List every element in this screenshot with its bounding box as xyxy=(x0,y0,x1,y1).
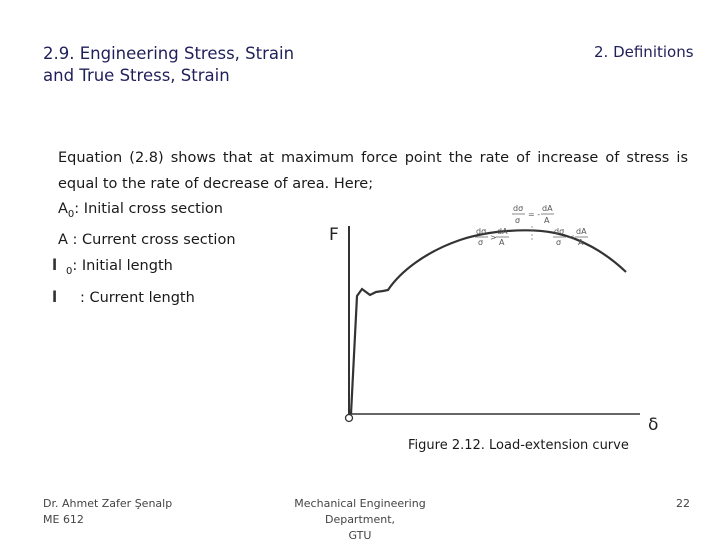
footer-author-block xyxy=(43,496,172,528)
def-l0-sub: 0 xyxy=(66,266,73,277)
def-a0-sub: 0 xyxy=(67,209,75,220)
footer-dept-line2: GTU xyxy=(348,529,372,542)
ann-top-eq: = - xyxy=(528,210,541,219)
def-current-cross-section: A : Current cross section xyxy=(58,231,236,248)
def-l0-symbol: l xyxy=(52,256,58,274)
ann-top-den: σ xyxy=(515,216,521,225)
section-label: 2. Definitions xyxy=(594,43,694,61)
ann-left-num2: dA xyxy=(497,227,508,236)
footer-department-block xyxy=(270,496,450,544)
annotation-max xyxy=(512,204,554,240)
def-a0-symbol: A xyxy=(58,201,68,217)
def-l0-text: : Initial length xyxy=(72,258,173,274)
ann-right-den2: A xyxy=(578,238,584,247)
page-number: 22 xyxy=(676,497,690,510)
def-l-text: : Current length xyxy=(80,289,195,306)
ann-left-num: dσ xyxy=(476,227,487,236)
y-axis-label: F xyxy=(329,225,339,245)
ann-right-den: σ xyxy=(556,238,562,247)
ann-right-num: dσ xyxy=(554,227,565,236)
def-a0-text: : Initial cross section xyxy=(74,201,223,217)
footer-author: Dr. Ahmet Zafer Şenalp xyxy=(43,497,173,510)
ann-right-op: < xyxy=(568,233,575,242)
annotation-right xyxy=(553,227,588,247)
footer-course: ME 612 xyxy=(43,513,84,526)
annotation-left xyxy=(475,227,509,247)
intro-paragraph: Equation (2.8) shows that at maximum force point the rate of increase of stress is equal to the rate of decrease of area. Here; xyxy=(58,150,688,192)
origin-marker xyxy=(346,415,353,422)
x-axis-label: δ xyxy=(648,415,659,435)
ann-left-op: > xyxy=(490,233,497,242)
title-line-1: 2.9. Engineering Stress, Strain xyxy=(43,44,295,63)
ann-top-den2: A xyxy=(544,216,550,225)
ann-right-num2: dA xyxy=(576,227,587,236)
ann-top-num2: dA xyxy=(542,204,553,213)
ann-left-den2: A xyxy=(499,238,505,247)
ann-top-num: dσ xyxy=(513,204,524,213)
figure-caption: Figure 2.12. Load-extension curve xyxy=(408,438,629,453)
ann-left-den: σ xyxy=(478,238,484,247)
title-line-2: and True Stress, Strain xyxy=(43,66,230,85)
load-curve xyxy=(351,230,626,414)
def-l-symbol: l xyxy=(52,287,58,306)
footer-dept-line1: Mechanical Engineering Department, xyxy=(294,497,426,526)
